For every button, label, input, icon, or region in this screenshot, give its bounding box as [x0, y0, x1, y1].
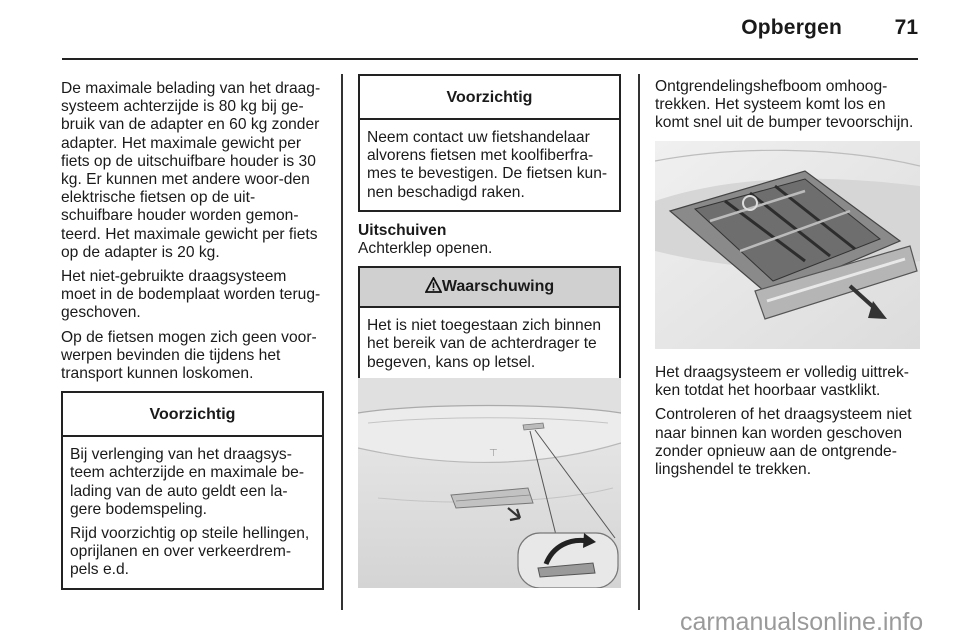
svg-text:⊤: ⊤ — [489, 448, 498, 459]
paragraph-loose-objects: Op de fietsen mogen zich geen voor-werpen bevinden die tijdens het transport kunnen loskomen. — [61, 328, 317, 383]
paragraph-pull-lever: Ontgrendelingshefboom omhoog-trekken. Het systeem komt los en komt snel uit de bumper tevoorschijn. — [655, 78, 914, 132]
warning-triangle-icon — [425, 277, 442, 293]
column-1 — [61, 80, 324, 590]
warning-box-title-bar — [360, 268, 619, 308]
warning-title: Waarschuwing — [441, 278, 555, 296]
section-heading: Uitschuiven — [358, 221, 447, 239]
column-divider-1 — [341, 74, 343, 610]
paragraph-load-limits: De maximale belading van het draag-systeem achterzijde is 80 kg bij ge-bruik van de adapter en 60 kg zonder adapter. Het maximale gewicht per fiets op de uitschuifbare houder is 30 kg. Er kunnen met andere woor-den elektrische fietsen op de uit-schuifbare houder worden gemon-teerd. Het maximale gewicht per fiets op de adapter is 20 kg. — [61, 80, 321, 261]
caution-box-ground-clearance — [61, 391, 324, 589]
warning-text: Het is niet toegestaan zich binnen het bereik van de achterdrager te begeven, kans op letsel. — [367, 317, 602, 371]
paragraph-retract: Het niet-gebruikte draagsysteem moet in de bodemplaat worden terug-geschoven. — [61, 268, 321, 322]
column-3-lower — [655, 364, 920, 485]
paragraph-check-locked: Controleren of het draagsysteem niet naar binnen kan worden geschoven zonder opnieuw aan de ontgrende-lingshendel te trekken. — [655, 406, 912, 479]
caution-text-slopes: Rijd voorzichtig op steile hellingen, oprijlanen en over verkeerdrem-pels e.d. — [70, 525, 310, 579]
caution-text-carbon: Neem contact uw fietshandelaar alvorens fietsen met koolfiberfra-mes te bevestigen. De fietsen kun-nen beschadigd raken. — [367, 129, 608, 201]
caution-text-clearance: Bij verlenging van het draagsys-teem achterzijde en maximale be-lading van de auto geldt een la-gere bodemspeling. — [70, 446, 305, 518]
warning-box — [358, 266, 621, 382]
caution-box-title: Voorzichtig — [63, 393, 322, 437]
column-2 — [358, 74, 621, 382]
page-number: 71 — [894, 16, 918, 39]
page-title: Opbergen — [741, 16, 842, 39]
column-3 — [655, 78, 920, 139]
caution-box-title: Voorzichtig — [360, 76, 619, 120]
illustration-release-lever — [358, 378, 621, 588]
paragraph-pull-out: Het draagsysteem er volledig uittrek-ken totdat het hoorbaar vastklikt. — [655, 364, 909, 400]
column-divider-2 — [638, 74, 640, 610]
section-text: Achterklep openen. — [358, 240, 493, 258]
caution-box-carbon-frames — [358, 74, 621, 212]
header-rule — [62, 58, 918, 60]
illustration-carrier-extended — [655, 141, 920, 349]
watermark-logo: carmanualsonline.info — [680, 608, 924, 636]
